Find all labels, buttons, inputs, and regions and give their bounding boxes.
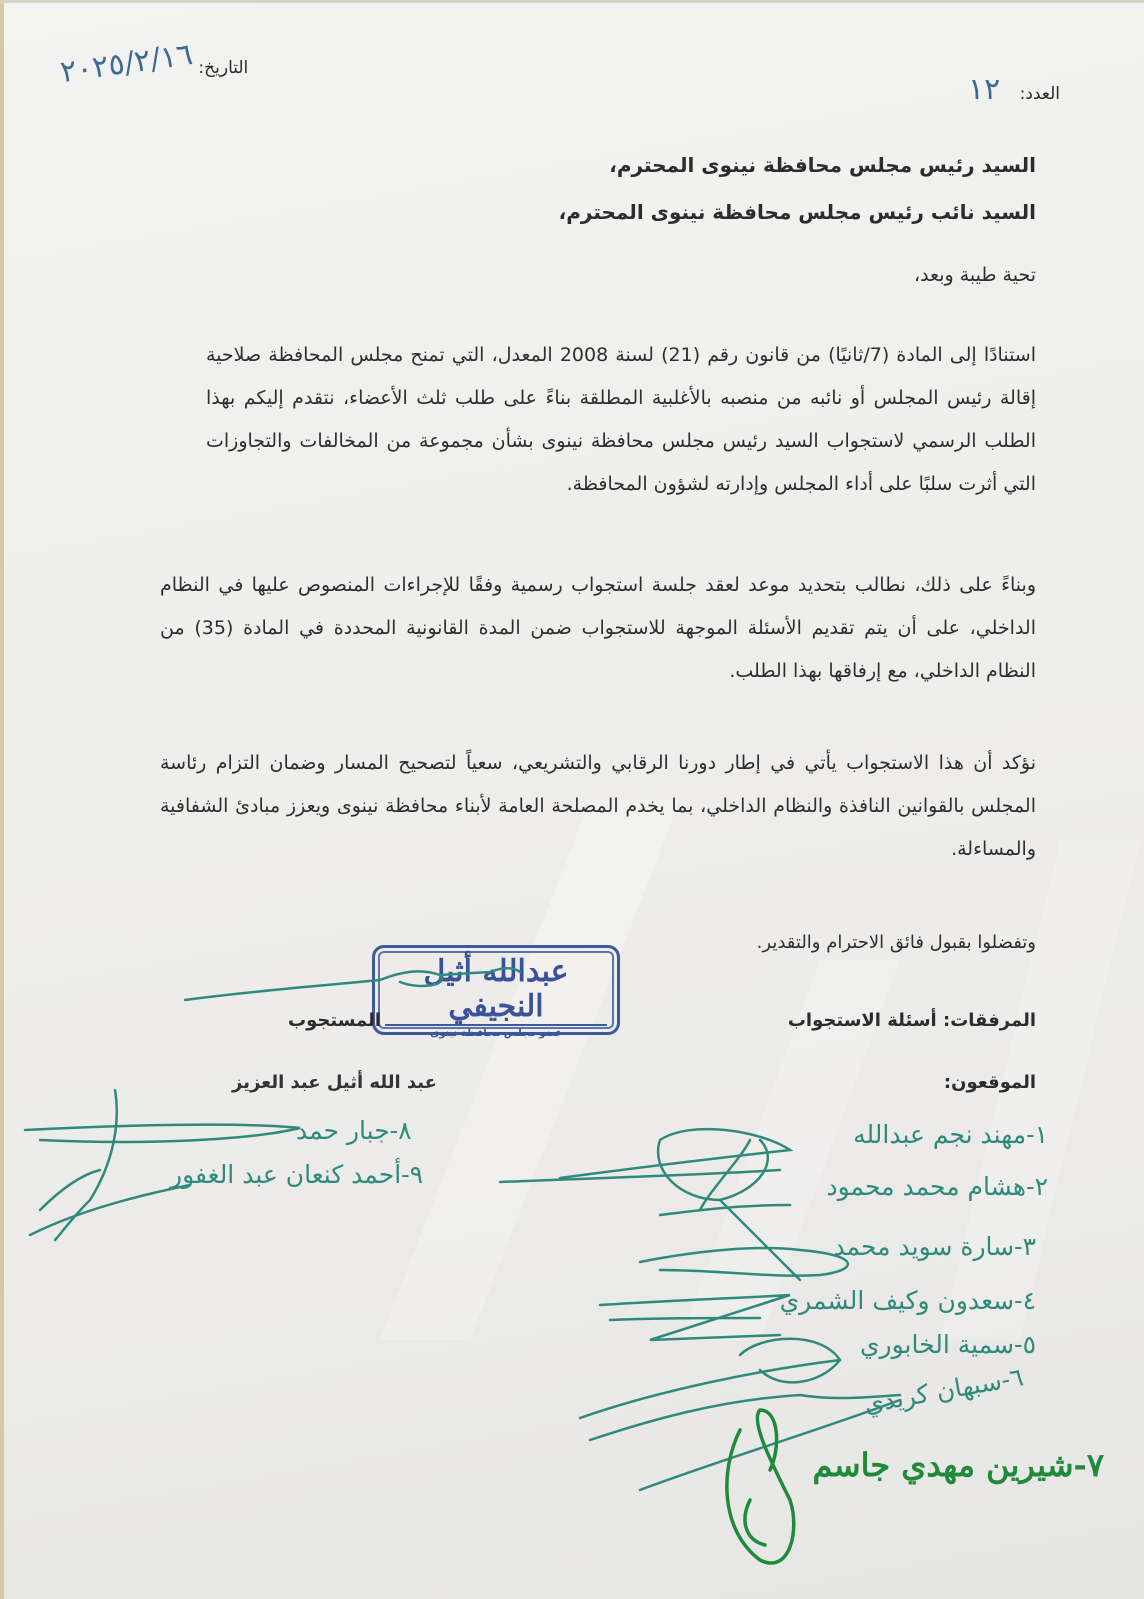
signatory-2: ٢-هشام محمد محمود bbox=[826, 1172, 1048, 1201]
number-value: ١٢ bbox=[968, 72, 1001, 107]
signatory-5: ٥-سمية الخابوري bbox=[859, 1330, 1036, 1359]
closing-line: وتفضلوا بقبول فائق الاحترام والتقدير. bbox=[756, 932, 1036, 953]
paragraph-request: وبناءً على ذلك، نطالب بتحديد موعد لعقد جلسة استجواب رسمية وفقًا للإجراءات المنصوص عليها في النظام الداخلي، على أن يتم تقديم الأسئلة الموجهة للاستجواب ضمن المدة القانونية المحددة في المادة (35) من النظام الداخلي، مع إرفاقها بهذا الطلب. bbox=[160, 574, 1036, 682]
attachments-label: المرفقات: bbox=[943, 1010, 1036, 1031]
stamp-name: عبدالله أثيل النجيفي bbox=[423, 954, 569, 1024]
paragraph-legal-basis: استنادًا إلى المادة (7/ثانيًا) من قانون رقم (21) لسنة 2008 المعدل، التي تمنح مجلس المحافظة صلاحية إقالة رئيس المجلس أو نائبه من منصبه بالأغلبية المطلقة بناءً على طلب ثلث الأعضاء، نتقدم إليكم بهذا الطلب الرسمي لاستجواب السيد رئيس مجلس محافظة نينوى بشأن مجموعة من المخالفات والتجاوزات التي أثرت سلبًا على أداء المجلس وإدارته لشؤون المحافظة. bbox=[206, 344, 1037, 495]
signatory-9: ٩-أحمد كنعان عبد الغفور bbox=[170, 1160, 424, 1189]
signatory-1: ١-مهند نجم عبدالله bbox=[853, 1120, 1048, 1149]
number-label: العدد: bbox=[1019, 84, 1060, 104]
signatory-6: ٦-سبهان كريدي bbox=[861, 1362, 1026, 1419]
addressee-chairman: السيد رئيس مجلس محافظة نينوى المحترم، bbox=[609, 153, 1036, 177]
interrogator-label: المستجوب bbox=[288, 1010, 382, 1031]
signatory-4: ٤-سعدون وكيف الشمري bbox=[779, 1286, 1036, 1315]
addressee-deputy: السيد نائب رئيس مجلس محافظة نينوى المحترم، bbox=[558, 200, 1036, 224]
date-label: التاريخ: bbox=[198, 58, 249, 78]
greeting: تحية طيبة وبعد، bbox=[913, 264, 1036, 286]
stamp-title: عضو مجلس محافظة نينوى bbox=[385, 1024, 607, 1039]
signatories-label: الموقعون: bbox=[943, 1072, 1036, 1093]
date-value: ٢٠٢٥/٢/١٦ bbox=[58, 36, 195, 91]
signatory-7: ٧-شيرين مهدي جاسم bbox=[812, 1446, 1104, 1484]
paragraph-purpose: نؤكد أن هذا الاستجواب يأتي في إطار دورنا الرقابي والتشريعي، سعياً لتصحيح المسار وضمان التزام رئاسة المجلس بالقوانين النافذة والنظام الداخلي، بما يخدم المصلحة العامة لأبناء محافظة نينوى ويعزز مبادئ الشفافية والمساءلة. bbox=[160, 752, 1036, 860]
interrogator-name: عبد الله أثيل عبد العزيز bbox=[232, 1072, 437, 1093]
signatory-8: ٨-جبار حمد bbox=[296, 1116, 412, 1145]
attachments-value: أسئلة الاستجواب bbox=[787, 1010, 937, 1031]
signatory-3: ٣-سارة سويد محمد bbox=[833, 1232, 1036, 1261]
